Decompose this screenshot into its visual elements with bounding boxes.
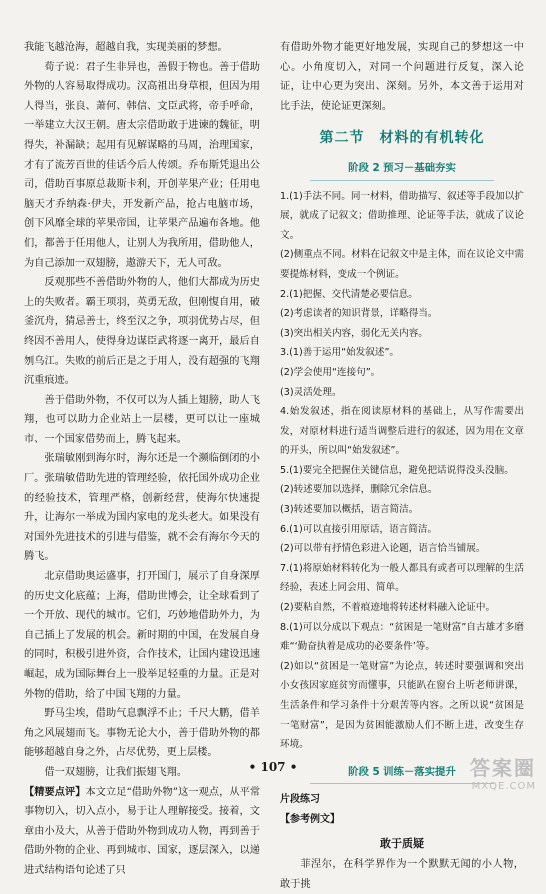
essay-paragraph: 北京借助奥运盛事，打开国门，展示了自身深厚的历史文化底蕴；上海，借助世博会，让全球看到了一个开放、现代的城市。它们，巧妙地借助外力，为自己插上了发展的机会。新时期的中国，在发展自身的同时，积极引进外资，合作技术，让国内建设迅速崛起，成为国际舞台上一股举足轻重的力量。正是对外物的借助，给了中国飞翔的力量。 xyxy=(24,571,260,700)
review-text: 本文立足“借助外物”这一观点，从平常事物切入，切入点小，易于让人理解接受。接着，文章由小及大，从善于借助外物到成功人物，再到善于借助外物的企业、再到城市、国家，逐层深入，以递进式结构语句论述了只 xyxy=(24,786,261,876)
page-number: • 107 • xyxy=(248,760,298,774)
review-tag: 【精要点评】 xyxy=(24,786,86,798)
answer-item: 5.(1)要完全把握住关键信息，避免把话说得没头没脑。 xyxy=(280,464,514,476)
answer-item: 4.始发叙述，指在阅读原材料的基础上，从写作需要出发，对原材料进行适当调整后进行的叙述，因为用在文章的开头，所以叫“始发叙述”。 xyxy=(280,406,524,457)
sample-essay-title: 敢于质疑 xyxy=(380,836,424,850)
divider xyxy=(310,180,494,181)
watermark-logo xyxy=(470,752,536,792)
essay-paragraph: 野马尘埃，借助气息飘浮不止；千尺大鹏，借羊角之风展翅而飞。事物无论大小，善于借助外物的都能够超越自身之外，占尽优势，更上层楼。 xyxy=(24,708,260,759)
answer-item: (2)要粘自然，不着痕迹地将转述材料融入论证中。 xyxy=(280,602,496,614)
essay-paragraph: 张瑞敏刚到海尔时，海尔还是一个濒临倒闭的小厂。张瑞敏借助先进的管理经验，依托国外成功企业的经验技术，管理严格，创新经营，使海尔快速提升，让海尔一举成为国内家电的龙头老大。如果没有对国外先进技术的引进与借鉴，就不会有海尔今天的腾飞。 xyxy=(24,453,260,563)
answer-item: (3)灵活处理。 xyxy=(280,386,342,398)
left-column xyxy=(24,38,260,881)
essay-paragraph: 荀子说：君子生非异也，善假于物也。善于借助外物的人容易取得成功。汉高祖出身草根，但因为用人得当，张良、萧何、韩信、文臣武将，帝手呼命，一举建立大汉王朝。唐太宗借助敢于进谏的魏征，明得失，补漏缺；起用有见解谋略的马周，治理国家，才有了流芳百世的佳话今后人传颂。乔布斯凭退出公司，借助百事原总裁斯卡利，开创苹果产业；任用电脑天才乔纳森·伊夫，开发新产品，抢占电脑市场，创下风靡全球的苹果帝国，让苹果产品遍布各地。他们，都善于任用他人，让别人为我所用，借助他人，为自己添加一双翅膀，遨游天下，无人可敌。 xyxy=(24,61,260,269)
stage-5-label: 阶段 5 xyxy=(348,765,380,778)
stage-2-subtitle: 预习－基础夯实 xyxy=(383,161,456,174)
answer-item: 8.(1)可以分成以下观点：“贫困是一笔财富”自古雄才多磨难“‘勤奋执着是成功的必要条件’等。 xyxy=(280,621,524,653)
stage-2-label: 阶段 2 xyxy=(348,161,380,174)
essay-paragraph: 反观那些不善借助外物的人，他们大都成为历史上的失败者。霸王项羽，英勇无敌，但刚愎自用，破釜沉舟，猜忌善士，终至汉之争，项羽优势占尽，但终因不善用人，使得身边谋臣武将逐一离开，最后自刎乌江。失败的前后正是之于用人，没有超强的飞翔沉重痕迹。 xyxy=(24,277,260,387)
sample-label: 【参考例文】 xyxy=(280,813,340,825)
answer-item: (2)学会使用“连接句”。 xyxy=(280,366,381,378)
divider xyxy=(310,783,494,784)
answer-item: 6.(1)可以直接引用原话，语言简洁。 xyxy=(280,523,438,535)
essay-paragraph: 善于借助外物，不仅可以为人插上翅膀，助人飞翔，也可以助力企业站上一层楼，更可以让一座城市、一个国家借势而上，腾飞起来。 xyxy=(24,394,260,445)
watermark-text: 答案圈 xyxy=(470,756,536,780)
practice-label: 片段练习 xyxy=(280,794,320,806)
watermark-url: MXQE.COM xyxy=(471,781,536,792)
answer-item: (2)考虑读者的知识背景，详略得当。 xyxy=(280,308,438,320)
answer-item: (2)可以带有抒情色彩进入论题，语言恰当铺展。 xyxy=(280,543,486,555)
essay-paragraph: 我能飞越沧海，超越自我，实现美丽的梦想。 xyxy=(24,42,228,53)
answer-item: (3)转述要加以概括，语言简洁。 xyxy=(280,504,419,516)
answer-item: 3.(1)善于运用“始发叙述”。 xyxy=(280,347,400,359)
answer-item: 1.(1)手法不同。同一材料，借助描写、叙述等手段加以扩展，就成了记叙文；借助推理、论证等手法，就成了议论文。 xyxy=(280,190,524,241)
review-continuation: 有借助外物才能更好地发展，实现自己的梦想这一中心。小角度切入，对同一个问题进行反复，深入论证，让中心更为突出、深刻。另外，本文善于运用对比手法，使论证更深刻。 xyxy=(280,42,524,112)
sample-essay-text: 菲涅尔，在科学界作为一个默默无闻的小人物，敢于挑 xyxy=(280,859,524,890)
answer-item: (3)突出相关内容，弱化无关内容。 xyxy=(280,327,428,339)
stage-2-band xyxy=(280,159,524,181)
stage-5-subtitle: 训练－落实提升 xyxy=(383,765,456,778)
essay-paragraph: 借一双翅膀，让我们振翅飞翔。 xyxy=(44,766,188,778)
answer-list xyxy=(280,187,524,755)
answer-item: (2)转述要加以选择，删除冗余信息。 xyxy=(280,484,438,496)
answer-item: (2)如以“贫困是一笔财富”为论点，转述时要强调和突出小女孩因家庭贫穷而懂事，只能趴在窗台上听老师讲课，生活条件和学习条件十分艰苦等内容。之所以说“贫困是一笔财富”，是因为贫困能激励人们不断上进，改变生存环境。 xyxy=(280,660,524,751)
answer-item: (2)侧重点不同。材料在记叙文中是主体，而在议论文中需要提炼材料，变成一个例证。 xyxy=(280,249,524,280)
review-block xyxy=(24,783,260,881)
answer-item: 2.(1)把握、交代清楚必要信息。 xyxy=(280,288,418,300)
answer-item: 7.(1)将原始材料转化为一般人都具有或者可以理解的生活经验，表述上同会用、简单。 xyxy=(280,562,524,594)
section-title: 第二节 材料的有机转化 xyxy=(319,130,485,147)
